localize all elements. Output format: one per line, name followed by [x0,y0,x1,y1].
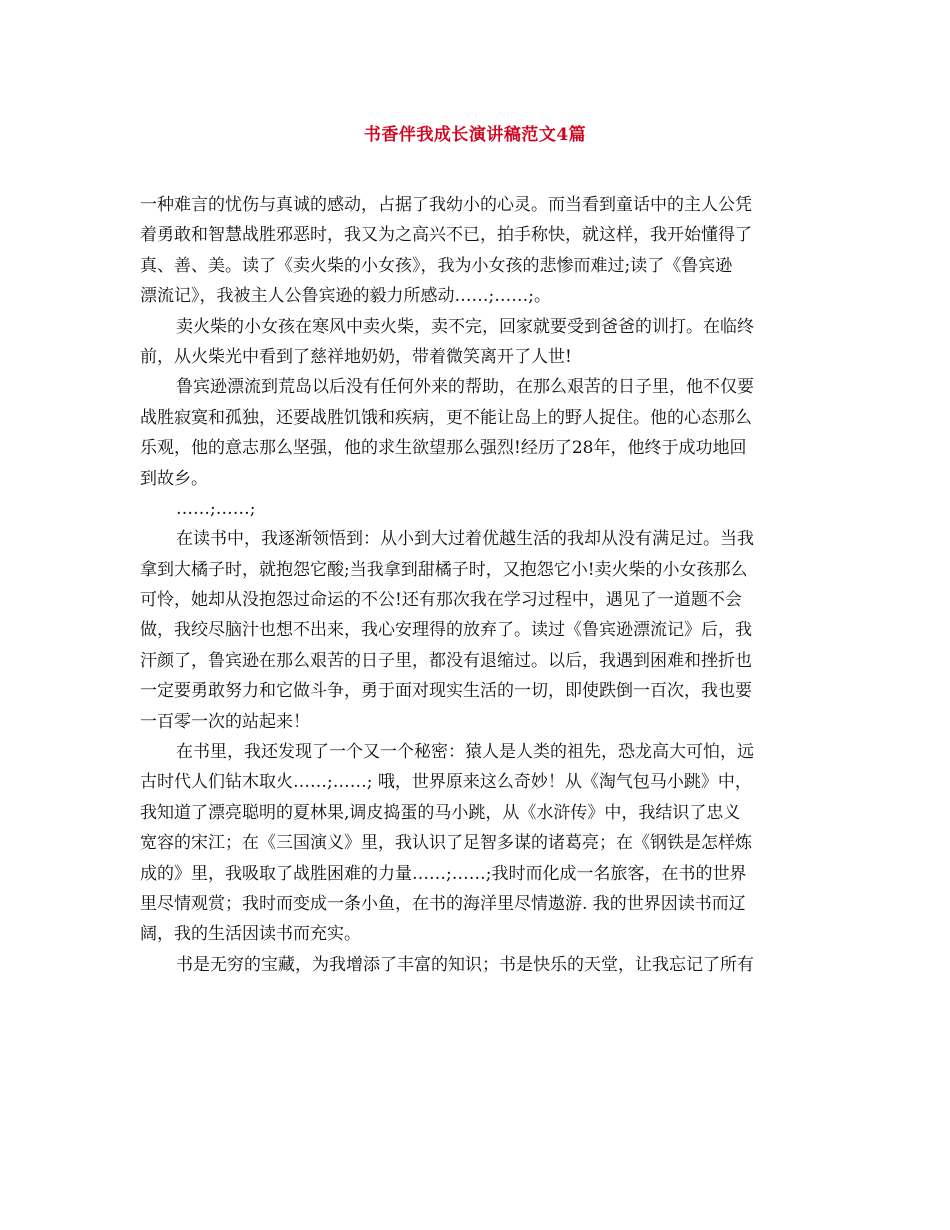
text-line: 前，从火柴光中看到了慈祥地奶奶，带着微笑离开了人世! [140,346,572,367]
text-line: 一百零一次的站起来！ [140,711,310,732]
text-line: 拿到大橘子时，就抱怨它酸;当我拿到甜橘子时，又抱怨它小!卖火柴的小女孩那么 [140,559,748,580]
text-line: 可怜，她却从没抱怨过命运的不公!还有那次我在学习过程中，遇见了一道题不会 [140,590,742,611]
text-line: 成的》里，我吸取了战胜困难的力量……;……;我时而化成一名旅客，在书的世界 [140,863,747,884]
text-line: ……;……; [176,498,256,519]
text-line: 一种难言的忧伤与真诚的感动，占据了我幼小的心灵。而当看到童话中的主人公凭 [140,195,752,215]
text-line: 古时代人们钻木取火……;……; 哦，世界原来这么奇妙！从《淘气包马小跳》中， [140,772,752,793]
text-line: 真、善、美。读了《卖火柴的小女孩》，我为小女孩的悲惨而难过;读了《鲁宾逊 [140,255,733,276]
text-line: 阔，我的生活因读书而充实。 [140,924,361,945]
text-line: 宽容的宋江；在《三国演义》里，我认识了足智多谋的诸葛亮；在《钢铁是怎样炼 [140,833,752,854]
text-line: 里尽情观赏；我时而变成一条小鱼，在书的海洋里尽情遨游. 我的世界因读书而辽 [140,893,746,914]
text-line: 在书里，我还发现了一个又一个秘密：猿人是人类的祖先，恐龙高大可怕，远 [176,742,754,763]
text-line: 到故乡。 [140,468,208,489]
text-line: 漂流记》，我被主人公鲁宾逊的毅力所感动……;……;。 [140,286,551,307]
text-line: 一定要勇敢努力和它做斗争，勇于面对现实生活的一切，即使跌倒一百次，我也要 [140,681,752,702]
text-line: 书是无穷的宝藏，为我增添了丰富的知识；书是快乐的天堂，让我忘记了所有 [176,954,754,975]
text-line: 我知道了漂亮聪明的夏林果,调皮捣蛋的马小跳，从《水浒传》中，我结识了忠义 [140,802,741,823]
text-line: 战胜寂寞和孤独，还要战胜饥饿和疾病，更不能让岛上的野人捉住。他的心态那么 [140,407,752,428]
text-line: 汗颜了，鲁宾逊在那么艰苦的日子里，都没有退缩过。以后，我遇到困难和挫折也 [140,650,752,671]
text-line: 鲁宾逊漂流到荒岛以后没有任何外来的帮助，在那么艰苦的日子里，他不仅要 [176,377,754,398]
text-line: 乐观，他的意志那么坚强，他的求生欲望那么强烈!经历了28年，他终于成功地回 [140,438,747,459]
text-line: 做，我绞尽脑汁也想不出来，我心安理得的放弃了。读过《鲁宾逊漂流记》后，我 [140,620,752,641]
text-line: 着勇敢和智慧战胜邪恶时，我又为之高兴不已，拍手称快，就这样，我开始懂得了 [140,225,752,246]
document-title: 书香伴我成长演讲稿范文4篇 [363,125,587,145]
text-line: 在读书中，我逐渐领悟到：从小到大过着优越生活的我却从没有满足过。当我 [176,529,754,550]
document-body [140,190,812,980]
text-line: 卖火柴的小女孩在寒风中卖火柴，卖不完，回家就要受到爸爸的训打。在临终 [176,316,754,337]
